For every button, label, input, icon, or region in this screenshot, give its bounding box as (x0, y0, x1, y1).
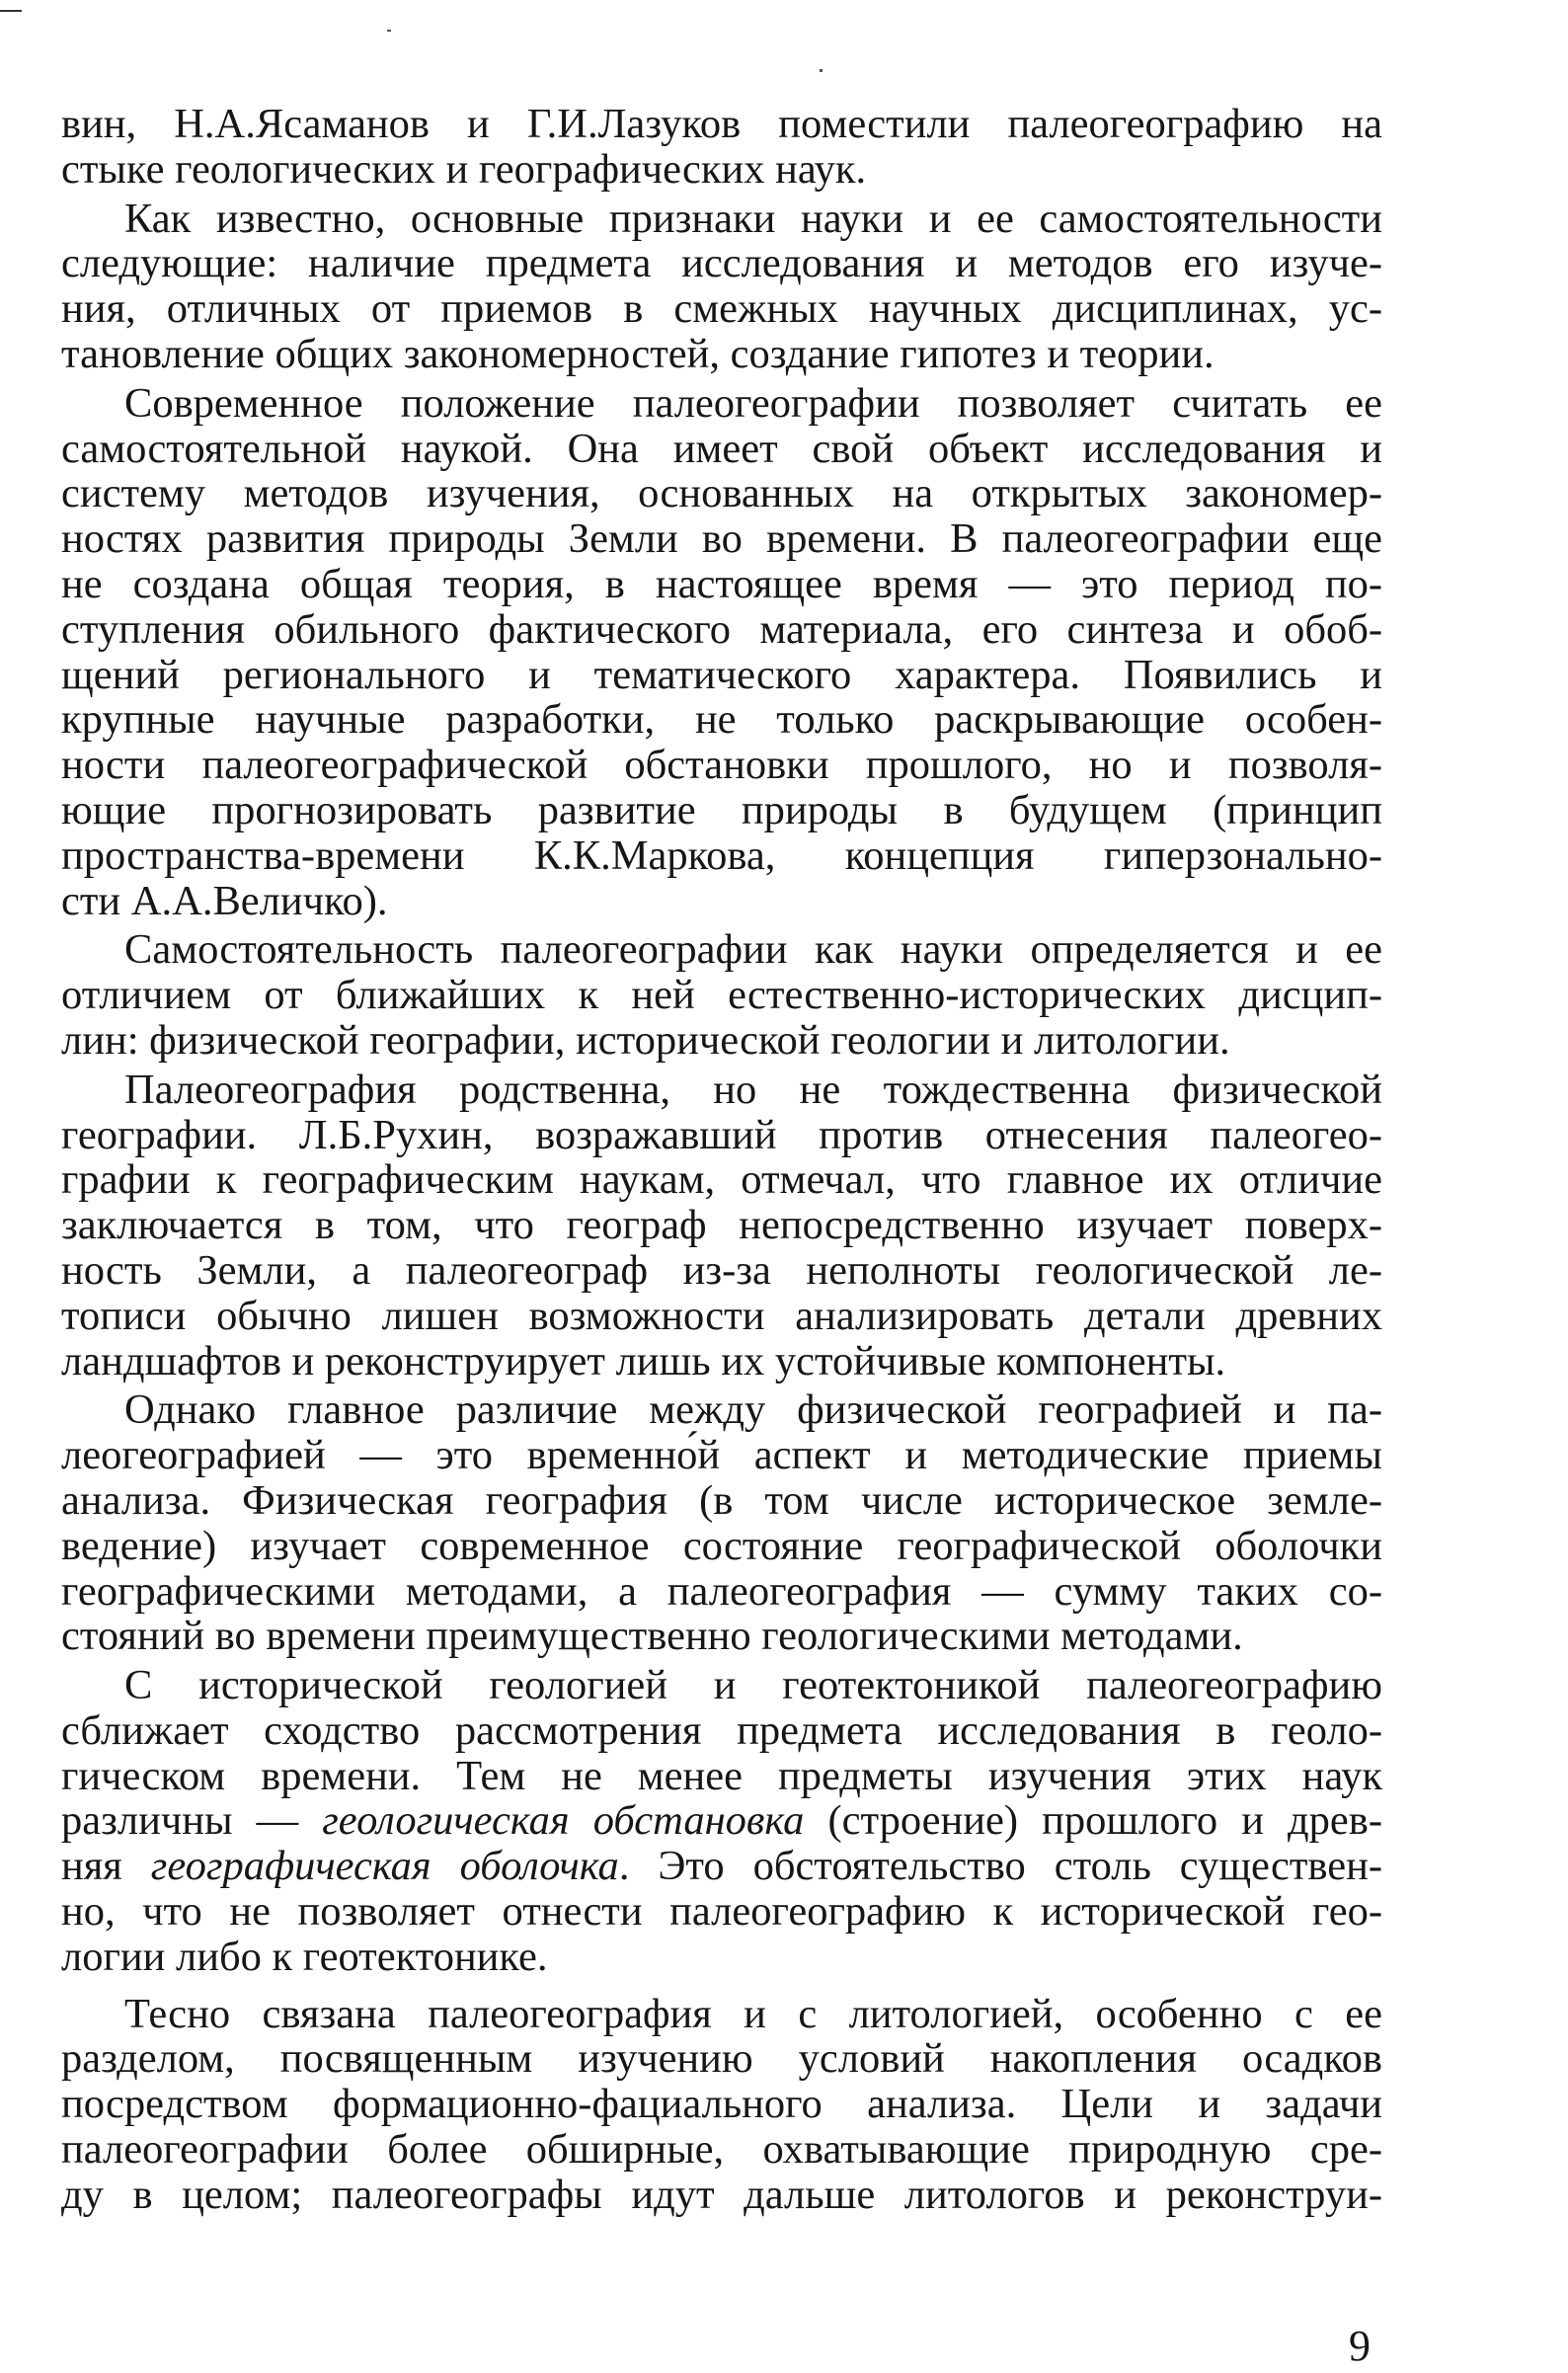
text-line: леогеографией — это временно́й аспект и методические приемы (61, 1432, 1382, 1479)
text-line: отличием от ближайших к ней естественно-исторических дисцип- (61, 972, 1382, 1019)
text-line: заключается в том, что географ непосредственно изучает поверх- (61, 1202, 1382, 1249)
text-line: ющие прогнозировать развитие природы в будущем (принцип (61, 786, 1382, 833)
text-line: Тесно связана палеогеография и с литологией, особенно с ее (124, 1990, 1382, 2037)
text-line: ности палеогеографической обстановки прошлого, но и позволя- (61, 742, 1382, 789)
text-line: стыке геологических и географических наук. (61, 145, 867, 193)
text-line: не создана общая теория, в настоящее время — это период по- (61, 560, 1382, 607)
text-line: ведение) изучает современное состояние географической оболочки (61, 1522, 1382, 1569)
scan-speck (387, 30, 391, 32)
text-line: самостоятельной наукой. Она имеет свой объект исследования и (61, 425, 1382, 472)
paragraph (61, 1387, 1382, 1659)
paragraph (61, 1068, 1382, 1384)
paragraph (61, 381, 1382, 924)
text-line: сближает сходство рассмотрения предмета исследования в геоло- (61, 1706, 1382, 1754)
scan-corner-mark (0, 10, 22, 12)
text-line: Современное положение палеогеографии позволяет считать ее (124, 379, 1382, 427)
text-line: ландшафтов и реконструирует лишь их устойчивые компоненты. (61, 1337, 1226, 1384)
text-line: но, что не позволяет отнести палеогеографию к исторической гео- (61, 1888, 1382, 1936)
text-line: стояний во времени преимущественно геологическими методами. (61, 1613, 1243, 1660)
text-line: ность Земли, а палеогеограф из-за неполноты геологической ле- (61, 1246, 1382, 1294)
text-line: вин, Н.А.Ясаманов и Г.И.Лазуков поместили палеогеографию на (61, 101, 1382, 147)
paragraph (61, 1663, 1382, 1980)
text-line: няя географическая оболочка. Это обстоятельство столь существен- (61, 1843, 1382, 1890)
paragraph (61, 197, 1382, 377)
text-line: ступления обильного фактического материала, его синтеза и обоб- (61, 605, 1382, 653)
text-line: систему методов изучения, основанных на открытых закономер- (61, 470, 1382, 517)
text-line: гическом времени. Тем не менее предметы изучения этих наук (61, 1752, 1382, 1799)
text-line: географии. Л.Б.Рухин, возражавший против отнесения палеогео- (61, 1111, 1382, 1158)
scan-speck (820, 69, 823, 72)
text-line: географическими методами, а палеогеография — сумму таких со- (61, 1567, 1382, 1615)
text-line: Палеогеография родственна, но не тождественна физической (124, 1066, 1382, 1113)
text-line: сти А.А.Величко). (61, 877, 388, 924)
text-line: посредством формационно-фациального анализа. Цели и задачи (61, 2081, 1382, 2128)
text-line: разделом, посвященным изучению условий накопления осадков (61, 2035, 1382, 2083)
text-line: ния, отличных от приемов в смежных научных дисциплинах, ус- (61, 285, 1382, 333)
text-line: щений регионального и тематического характера. Появились и (61, 651, 1382, 698)
text-line: ностях развития природы Земли во времени. В палеогеографии еще (61, 515, 1382, 563)
paragraph (61, 102, 1382, 193)
text-line: следующие: наличие предмета исследования и методов его изуче- (61, 240, 1382, 287)
body-text (61, 102, 1382, 2218)
text-line: различны — геологическая обстановка (строение) прошлого и древ- (61, 1797, 1382, 1845)
text-line: лин: физической географии, исторической геологии и литологии. (61, 1016, 1230, 1064)
text-line: анализа. Физическая география (в том числе историческое земле- (61, 1476, 1382, 1524)
text-line: Самостоятельность палеогеографии как науки определяется и ее (124, 926, 1382, 974)
paragraph (61, 927, 1382, 1063)
text-line: палеогеографии более обширные, охватывающие природную сре- (61, 2126, 1382, 2174)
page-number: 9 (1349, 2322, 1371, 2370)
text-line: тановление общих закономерностей, создание гипотез и теории. (61, 330, 1215, 377)
text-line: ду в целом; палеогеографы идут дальше литологов и реконструи- (61, 2171, 1382, 2218)
text-line: С исторической геологией и геотектоникой палеогеографию (124, 1662, 1382, 1709)
text-line: графии к географическим наукам, отмечал, что главное их отличие (61, 1156, 1382, 1204)
text-line: Однако главное различие между физической географией и па- (124, 1386, 1382, 1434)
text-line: крупные научные разработки, не только раскрывающие особен- (61, 696, 1382, 744)
paragraph (61, 1992, 1382, 2218)
text-line: логии либо к геотектонике. (61, 1933, 548, 1980)
text-line: пространства-времени К.К.Маркова, концепция гиперзонально- (61, 831, 1382, 879)
text-line: Как известно, основные признаки науки и ее самостоятельности (124, 195, 1382, 242)
text-line: тописи обычно лишен возможности анализировать детали древних (61, 1292, 1382, 1339)
